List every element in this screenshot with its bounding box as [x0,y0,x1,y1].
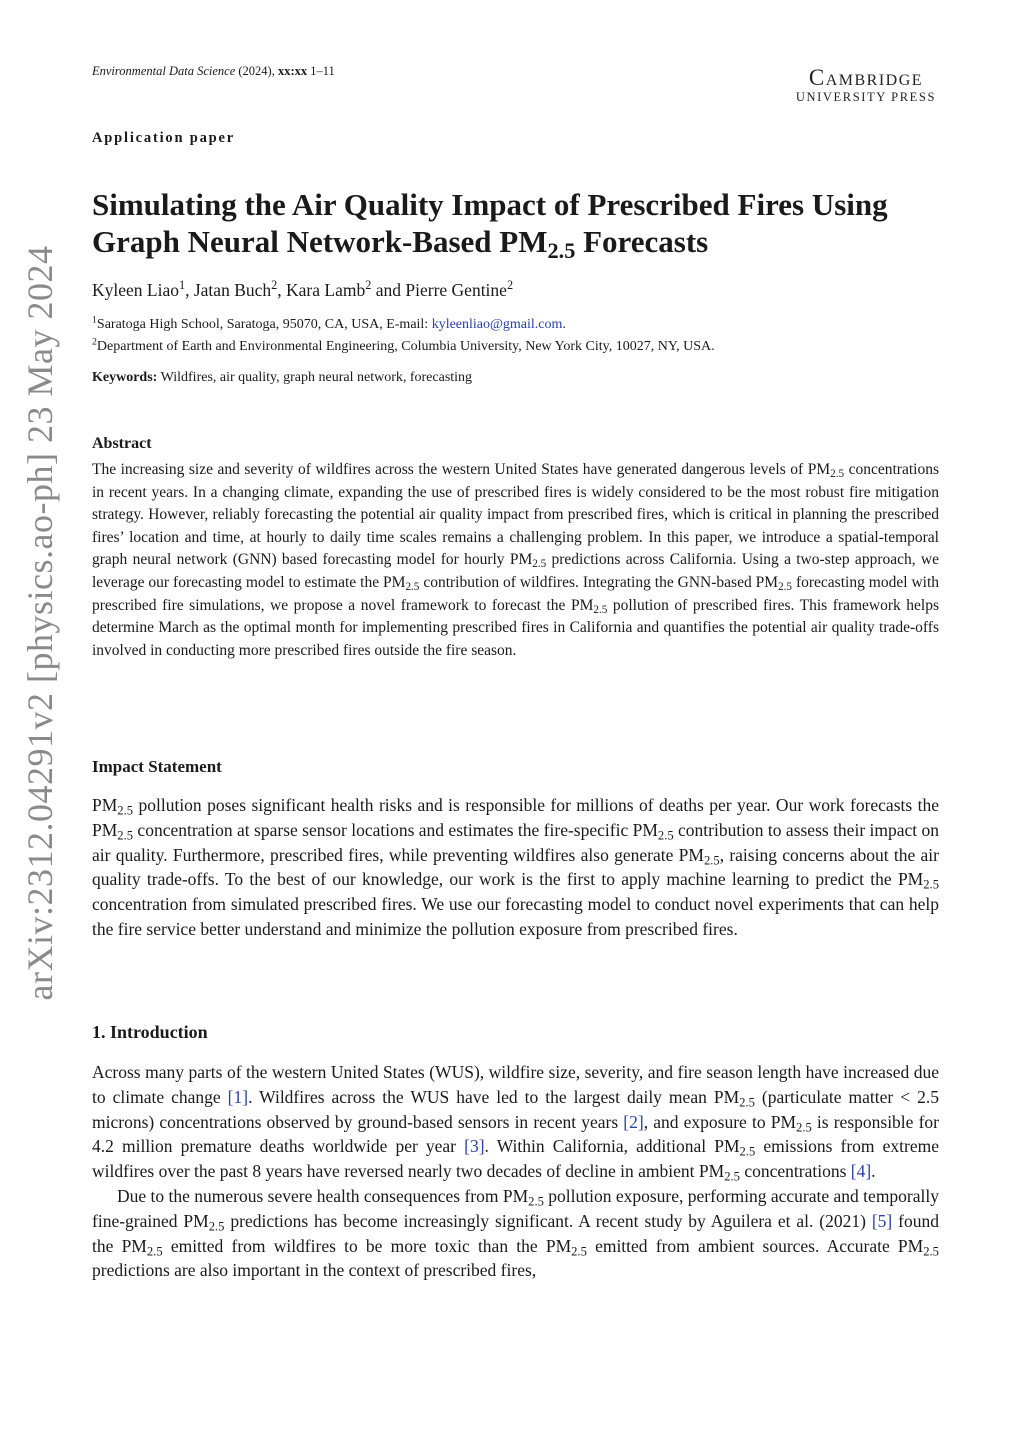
intro-paragraph: Due to the numerous severe health consequences from $PM_{2.5}$ pollution exposure, performing accurate and temporally fine-grained $PM_{2.5}$ predictions has become increasingly significant. A recent study by Aguilera et al. (2021) [5] found the $PM_{2.5}$ emitted from wildfires to be more toxic than the $PM_{2.5}$ emitted from ambient sources. Accurate $PM_{2.5}$ predictions are also important in the context of prescribed fires, [92,1185,939,1281]
keywords-list: Wildfires, air quality, graph neural network, forecasting [160,370,473,385]
author-name: Jatan Buch [193,280,272,300]
author-affiliation: 2 [506,278,514,293]
title-main: Simulating the Air Quality Impact of Prescribed Fires Using Graph Neural Network-Based PM [92,187,888,259]
journal-pages: 1–11 [310,64,335,78]
affiliation-number: 1 [92,314,97,326]
affiliation-2 [92,336,715,355]
author-separator: and [371,280,406,300]
journal-citation [92,64,335,79]
affiliation-1 [92,314,566,333]
affiliation-text: Department of Earth and Environmental Engineering, Columbia University, New York City, 10027, NY, USA. [96,339,715,354]
paper-title [92,186,952,264]
title-subscript: 2.5 [547,238,576,264]
author-separator: , [277,280,287,300]
author-affiliation: 2 [271,278,278,293]
email-link[interactable]: kyleenliao@gmail.com [431,317,563,332]
publisher-press: UNIVERSITY PRESS [795,90,936,104]
paper-type: Application paper [92,130,235,146]
impact-body: $PM_{2.5}$ pollution poses significant health risks and is responsible for millions of deaths per year. Our work forecasts the $PM_{2.5}$ concentration at sparse sensor locations and estimates the fire-specific $PM_{2.5}$ contribution to assess their impact on air quality. Furthermore, prescribed fires, while preventing wildfires also generate $PM_{2.5}$, raising concerns about the air quality trade-offs. To the best of our knowledge, our work is the first to apply machine learning to predict the $PM_{2.5}$ concentration from simulated prescribed fires. We use our forecasting model to conduct novel experiments that can help the fire service better understand and minimize the pollution exposure from prescribed fires. [92,795,940,939]
author-affiliation: 1 [178,278,186,293]
abstract-body: The increasing size and severity of wildfires across the western United States have generated dangerous levels of $PM_{2.5}$ concentrations in recent years. In a changing climate, expanding the use of prescribed fires is widely considered to be the most robust fire mitigation strategy. However, reliably forecasting the potential air quality impact from prescribed fires, which is critical in planning the prescribed fires’ location and time, at hourly to daily time scales remains a challenging problem. In this paper, we introduce a spatial-temporal graph neural network (GNN) based forecasting model for hourly $PM_{2.5}$ predictions across California. Using a two-step approach, we leverage our forecasting model to estimate the $PM_{2.5}$ contribution of wildfires. Integrating the GNN-based $PM_{2.5}$ forecasting model with prescribed fire simulations, we propose a novel framework to forecast the $PM_{2.5}$ pollution of prescribed fires. This framework helps determine March as the optimal month for implementing prescribed fires in California and quantifies the potential air quality trade-offs involved in conducting more prescribed fires outside the fire season. [92,461,940,659]
affiliation-text: Saratoga High School, Saratoga, 95070, CA, USA, E-mail: [96,317,432,332]
affiliation-number: 2 [92,336,97,348]
title-end: Forecasts [575,224,709,259]
journal-year: (2024), [238,64,275,78]
author-separator: , [185,280,194,300]
arxiv-stamp: arXiv:2312.04291v2 [physics.ao-ph] 23 May 2024 [20,245,60,1001]
author-name: Kyleen Liao [92,280,179,300]
intro-paragraph: Across many parts of the western United States (WUS), wildfire size, severity, and fire season length have increased due to climate change [1]. Wildfires across the WUS have led to the largest daily mean $PM_{2.5}$ (particulate matter < 2.5 microns) concentrations observed by ground-based sensors in recent years [2], and exposure to $PM_{2.5}$ is responsible for 4.2 million premature deaths worldwide per year [3]. Within California, additional $PM_{2.5}$ emissions from extreme wildfires over the past 8 years have reversed nearly two decades of decline in ambient $PM_{2.5}$ concentrations [4]. [92,1062,940,1184]
publisher-name: Cambridge [808,65,924,90]
abstract-heading: Abstract [92,435,152,452]
keywords [92,370,472,386]
author-name: Kara Lamb [286,280,366,300]
author-name: Pierre Gentine [405,280,507,300]
author-list [92,280,513,301]
intro-heading: 1. Introduction [92,1022,208,1042]
publisher-logo [796,66,936,104]
journal-volume: xx:xx [277,64,308,78]
affiliation-end: . [562,317,566,332]
impact-heading: Impact Statement [92,757,222,776]
intro-body [92,1060,939,1283]
journal-name: Environmental Data Science [92,64,236,78]
author-affiliation: 2 [365,278,372,293]
keywords-label: Keywords: [92,370,158,385]
